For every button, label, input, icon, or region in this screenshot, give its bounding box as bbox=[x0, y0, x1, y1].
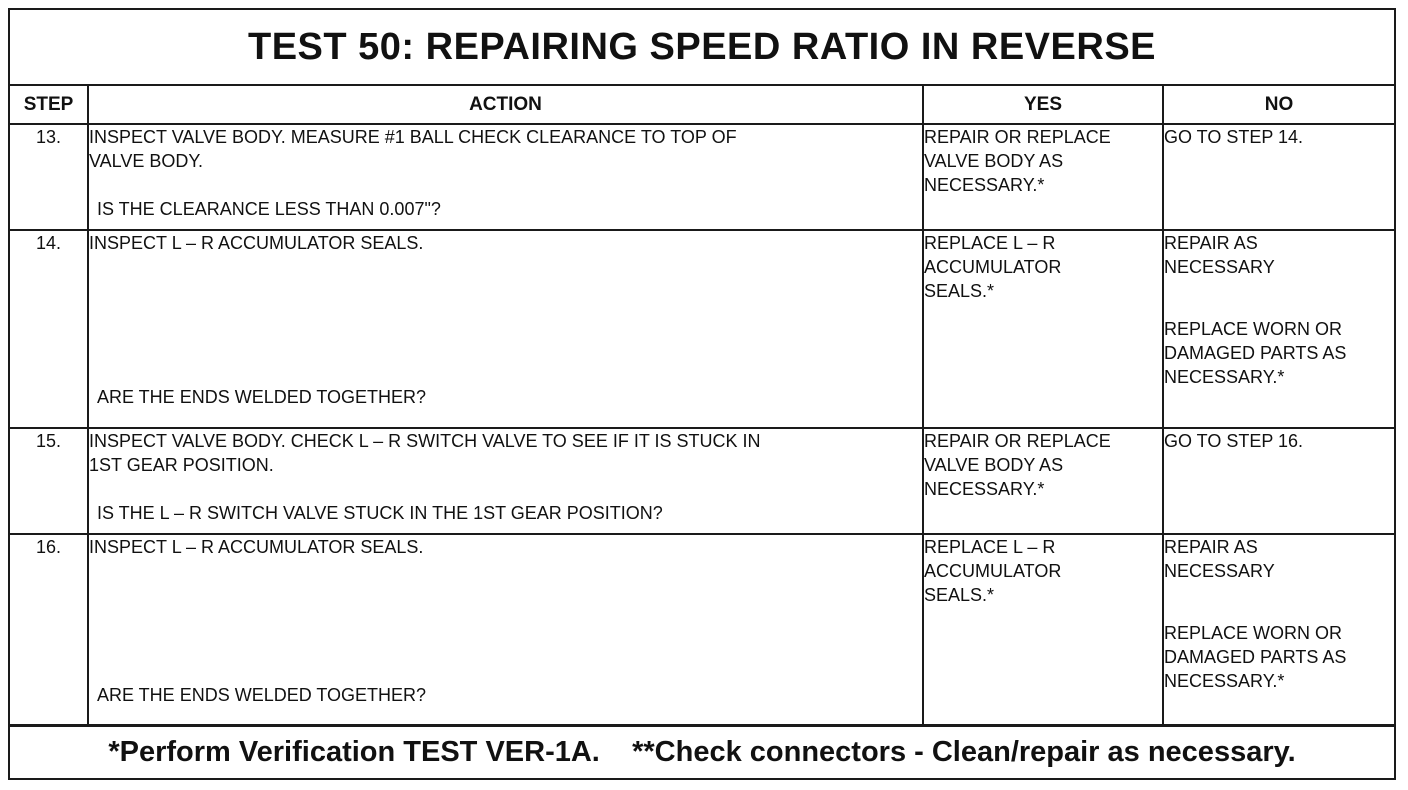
header-row bbox=[10, 86, 1394, 124]
yes-line: NECESSARY.* bbox=[924, 175, 1045, 195]
yes-line: ACCUMULATOR bbox=[924, 561, 1062, 581]
step-number: 15. bbox=[10, 428, 88, 534]
header-yes: YES bbox=[923, 86, 1163, 124]
no-cell bbox=[1163, 230, 1394, 428]
no-line: REPLACE WORN OR bbox=[1164, 319, 1343, 339]
header-action: ACTION bbox=[88, 86, 923, 124]
action-question: ARE THE ENDS WELDED TOGETHER? bbox=[97, 387, 427, 407]
no-cell bbox=[1163, 428, 1394, 534]
action-question: ARE THE ENDS WELDED TOGETHER? bbox=[97, 685, 427, 705]
no-line: NECESSARY bbox=[1164, 561, 1275, 581]
action-line: 1ST GEAR POSITION. bbox=[89, 455, 274, 475]
yes-line: REPLACE L – R bbox=[924, 537, 1056, 557]
no-line: NECESSARY.* bbox=[1164, 671, 1285, 691]
action-cell bbox=[88, 124, 923, 230]
step-number: 13. bbox=[10, 124, 88, 230]
action-cell bbox=[88, 230, 923, 428]
table-row bbox=[10, 230, 1394, 428]
no-cell bbox=[1163, 124, 1394, 230]
no-line: GO TO STEP 14. bbox=[1164, 127, 1304, 147]
no-cell bbox=[1163, 534, 1394, 726]
no-line: REPAIR AS bbox=[1164, 537, 1258, 557]
yes-line: VALVE BODY AS bbox=[924, 151, 1064, 171]
action-cell bbox=[88, 428, 923, 534]
header-step: STEP bbox=[10, 86, 88, 124]
yes-line: SEALS.* bbox=[924, 585, 995, 605]
no-line: REPLACE WORN OR bbox=[1164, 623, 1343, 643]
yes-line: REPAIR OR REPLACE bbox=[924, 127, 1111, 147]
yes-line: ACCUMULATOR bbox=[924, 257, 1062, 277]
yes-cell bbox=[923, 534, 1163, 726]
yes-line: NECESSARY.* bbox=[924, 479, 1045, 499]
no-line: GO TO STEP 16. bbox=[1164, 431, 1304, 451]
yes-line: SEALS.* bbox=[924, 281, 995, 301]
yes-cell bbox=[923, 428, 1163, 534]
action-question: IS THE L – R SWITCH VALVE STUCK IN THE 1ST GEAR POSITION? bbox=[97, 503, 663, 523]
action-line: INSPECT L – R ACCUMULATOR SEALS. bbox=[89, 233, 424, 253]
table-row bbox=[10, 534, 1394, 726]
step-number: 16. bbox=[10, 534, 88, 726]
diagnostic-table bbox=[10, 86, 1394, 727]
table-row bbox=[10, 428, 1394, 534]
action-cell bbox=[88, 534, 923, 726]
diagnostic-chart bbox=[8, 8, 1396, 780]
footnote: *Perform Verification TEST VER-1A. **Check connectors - Clean/repair as necessary. bbox=[10, 724, 1394, 778]
yes-line: REPLACE L – R bbox=[924, 233, 1056, 253]
step-number: 14. bbox=[10, 230, 88, 428]
chart-title: TEST 50: REPAIRING SPEED RATIO IN REVERSE bbox=[10, 10, 1394, 86]
action-line: INSPECT L – R ACCUMULATOR SEALS. bbox=[89, 537, 424, 557]
no-line: DAMAGED PARTS AS bbox=[1164, 343, 1347, 363]
table-row bbox=[10, 124, 1394, 230]
yes-line: VALVE BODY AS bbox=[924, 455, 1064, 475]
yes-line: REPAIR OR REPLACE bbox=[924, 431, 1111, 451]
no-line: NECESSARY.* bbox=[1164, 367, 1285, 387]
action-line: VALVE BODY. bbox=[89, 151, 204, 171]
no-line: NECESSARY bbox=[1164, 257, 1275, 277]
yes-cell bbox=[923, 124, 1163, 230]
header-no: NO bbox=[1163, 86, 1394, 124]
no-line: DAMAGED PARTS AS bbox=[1164, 647, 1347, 667]
no-line: REPAIR AS bbox=[1164, 233, 1258, 253]
yes-cell bbox=[923, 230, 1163, 428]
action-line: INSPECT VALVE BODY. CHECK L – R SWITCH VALVE TO SEE IF IT IS STUCK IN bbox=[89, 431, 761, 451]
action-question: IS THE CLEARANCE LESS THAN 0.007"? bbox=[97, 199, 441, 219]
action-line: INSPECT VALVE BODY. MEASURE #1 BALL CHECK CLEARANCE TO TOP OF bbox=[89, 127, 737, 147]
